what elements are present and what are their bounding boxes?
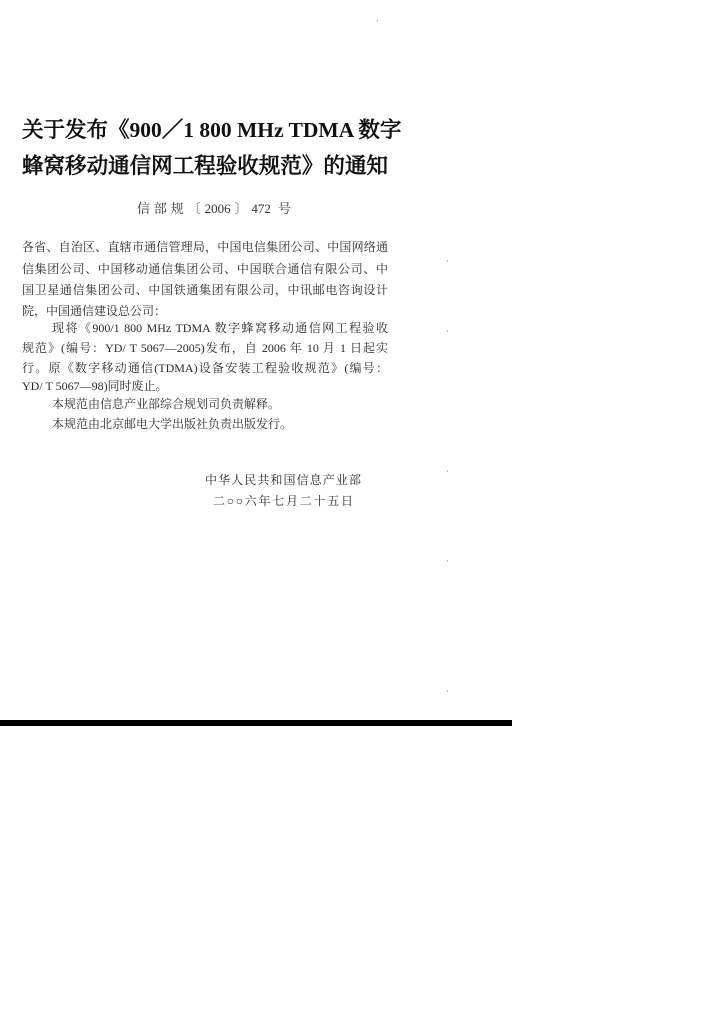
title-line-2: 蜂窝移动通信网工程验收规范》的通知 [22,154,388,178]
interpretation-paragraph: 本规范由信息产业部综合规划司负责解释。 [52,397,281,411]
document-number: 信部规〔2006〕472 号 [137,201,291,216]
scan-speck [447,260,448,262]
addressee-line: 各省、自治区、直辖市通信管理局，中国电信集团公司、中国网络通 [22,240,388,254]
issue-date: 二○○六年七月二十五日 [213,494,353,508]
addressee-line: 院，中国通信建设总公司： [22,304,167,318]
addressee-line: 信集团公司、中国移动通信集团公司、中国联合通信有限公司、中 [22,262,388,276]
publication-paragraph: 本规范由北京邮电大学出版社负责出版发行。 [52,417,293,431]
scan-speck [447,560,448,562]
scan-speck [447,690,448,692]
issuer-signature: 中华人民共和国信息产业部 [205,473,361,487]
notice-line: 规范》(编号：YD/ T 5067—2005)发布，自 2006 年 10 月 1 日起实 [22,341,388,355]
page-bottom-rule [0,720,512,726]
notice-line: YD/ T 5067—98)同时废止。 [22,379,168,393]
title-line-1: 关于发布《900／1 800 MHz TDMA 数字 [22,118,402,142]
notice-line: 行。原《数字移动通信(TDMA)设备安装工程验收规范》(编号： [22,361,388,375]
scan-speck [447,470,448,472]
scan-speck [377,20,378,22]
addressee-line: 国卫星通信集团公司、中国铁通集团有限公司，中讯邮电咨询设计 [22,283,388,297]
scan-speck [447,330,448,332]
notice-line: 现将《900/1 800 MHz TDMA 数字蜂窝移动通信网工程验收 [52,321,388,335]
